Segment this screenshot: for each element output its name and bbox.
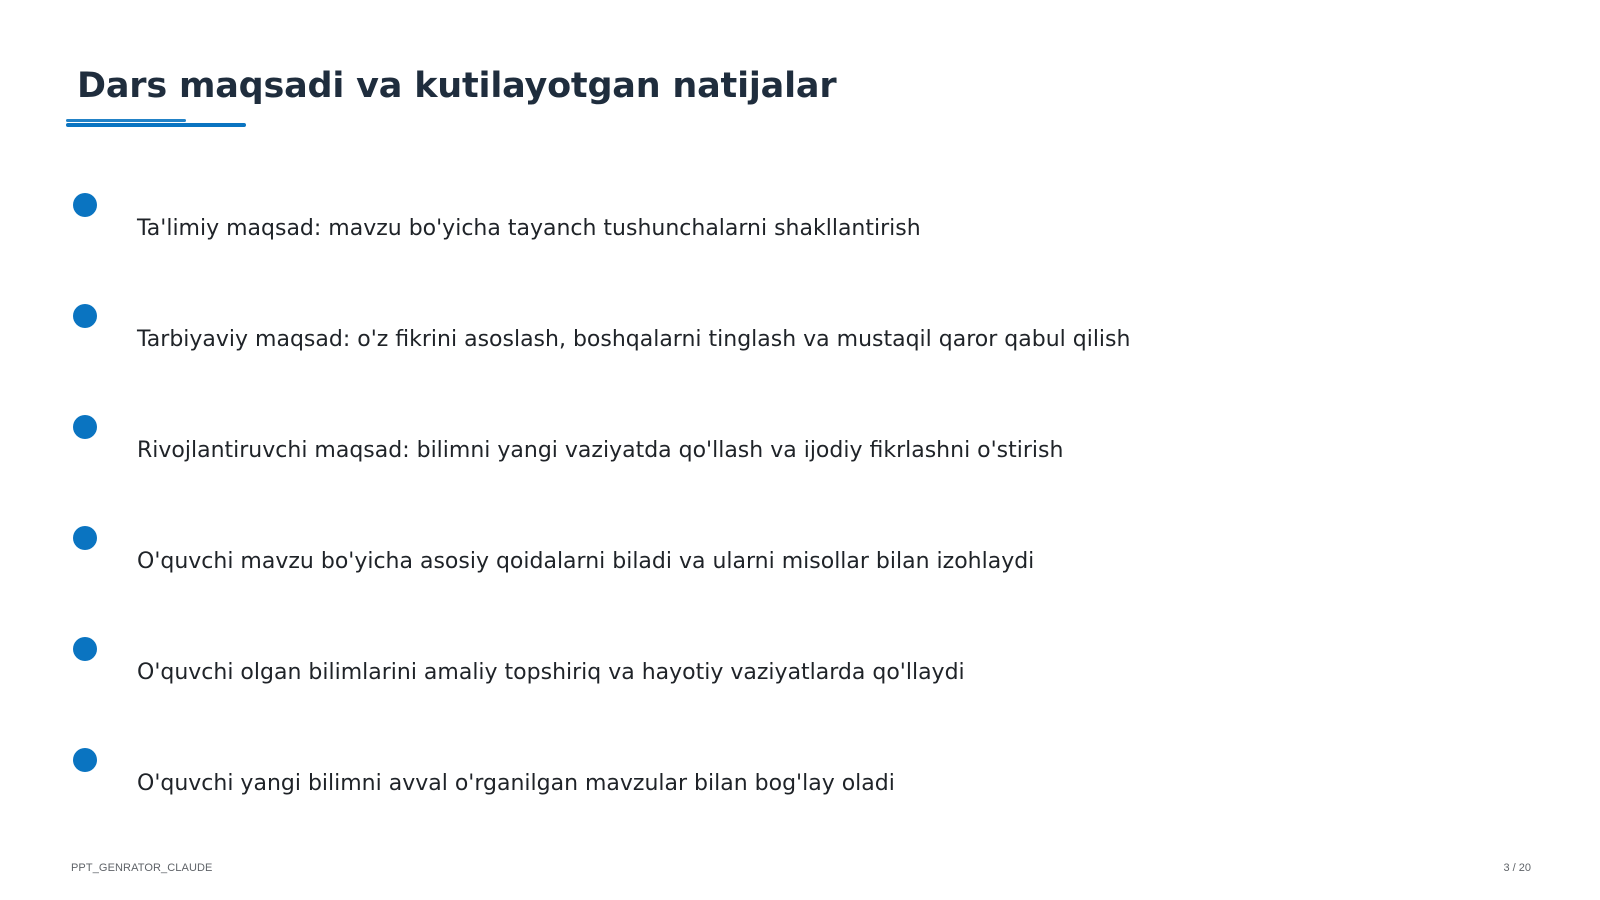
bullet-text: O'quvchi mavzu bo'yicha asosiy qoidalarni biladi va ularni misollar bilan izohlaydi xyxy=(137,549,1035,574)
bullet-text: O'quvchi olgan bilimlarini amaliy topshiriq va hayotiy vaziyatlarda qo'llaydi xyxy=(137,660,965,685)
list-item xyxy=(0,190,1600,280)
bullet-dot-icon xyxy=(73,415,97,439)
bullet-dot-icon xyxy=(73,748,97,772)
bullet-dot-icon xyxy=(73,304,97,328)
list-item xyxy=(0,745,1600,835)
list-item xyxy=(0,523,1600,613)
footer-brand: PPT_GENRATOR_CLAUDE xyxy=(71,862,213,874)
bullet-dot-icon xyxy=(73,637,97,661)
bullet-text: O'quvchi yangi bilimni avval o'rganilgan mavzular bilan bog'lay oladi xyxy=(137,771,895,796)
list-item xyxy=(0,412,1600,502)
bullet-dot-icon xyxy=(73,526,97,550)
bullet-text: Ta'limiy maqsad: mavzu bo'yicha tayanch tushunchalarni shakllantirish xyxy=(137,216,921,241)
list-item xyxy=(0,634,1600,724)
bullet-text: Tarbiyaviy maqsad: o'z fikrini asoslash, boshqalarni tinglash va mustaqil qaror qabul qilish xyxy=(137,327,1131,352)
page-number: 3 / 20 xyxy=(1503,862,1531,874)
slide-title: Dars maqsadi va kutilayotgan natijalar xyxy=(77,66,837,106)
bullet-text: Rivojlantiruvchi maqsad: bilimni yangi vaziyatda qo'llash va ijodiy fikrlashni o'stirish xyxy=(137,438,1064,463)
bullet-dot-icon xyxy=(73,193,97,217)
list-item xyxy=(0,301,1600,391)
